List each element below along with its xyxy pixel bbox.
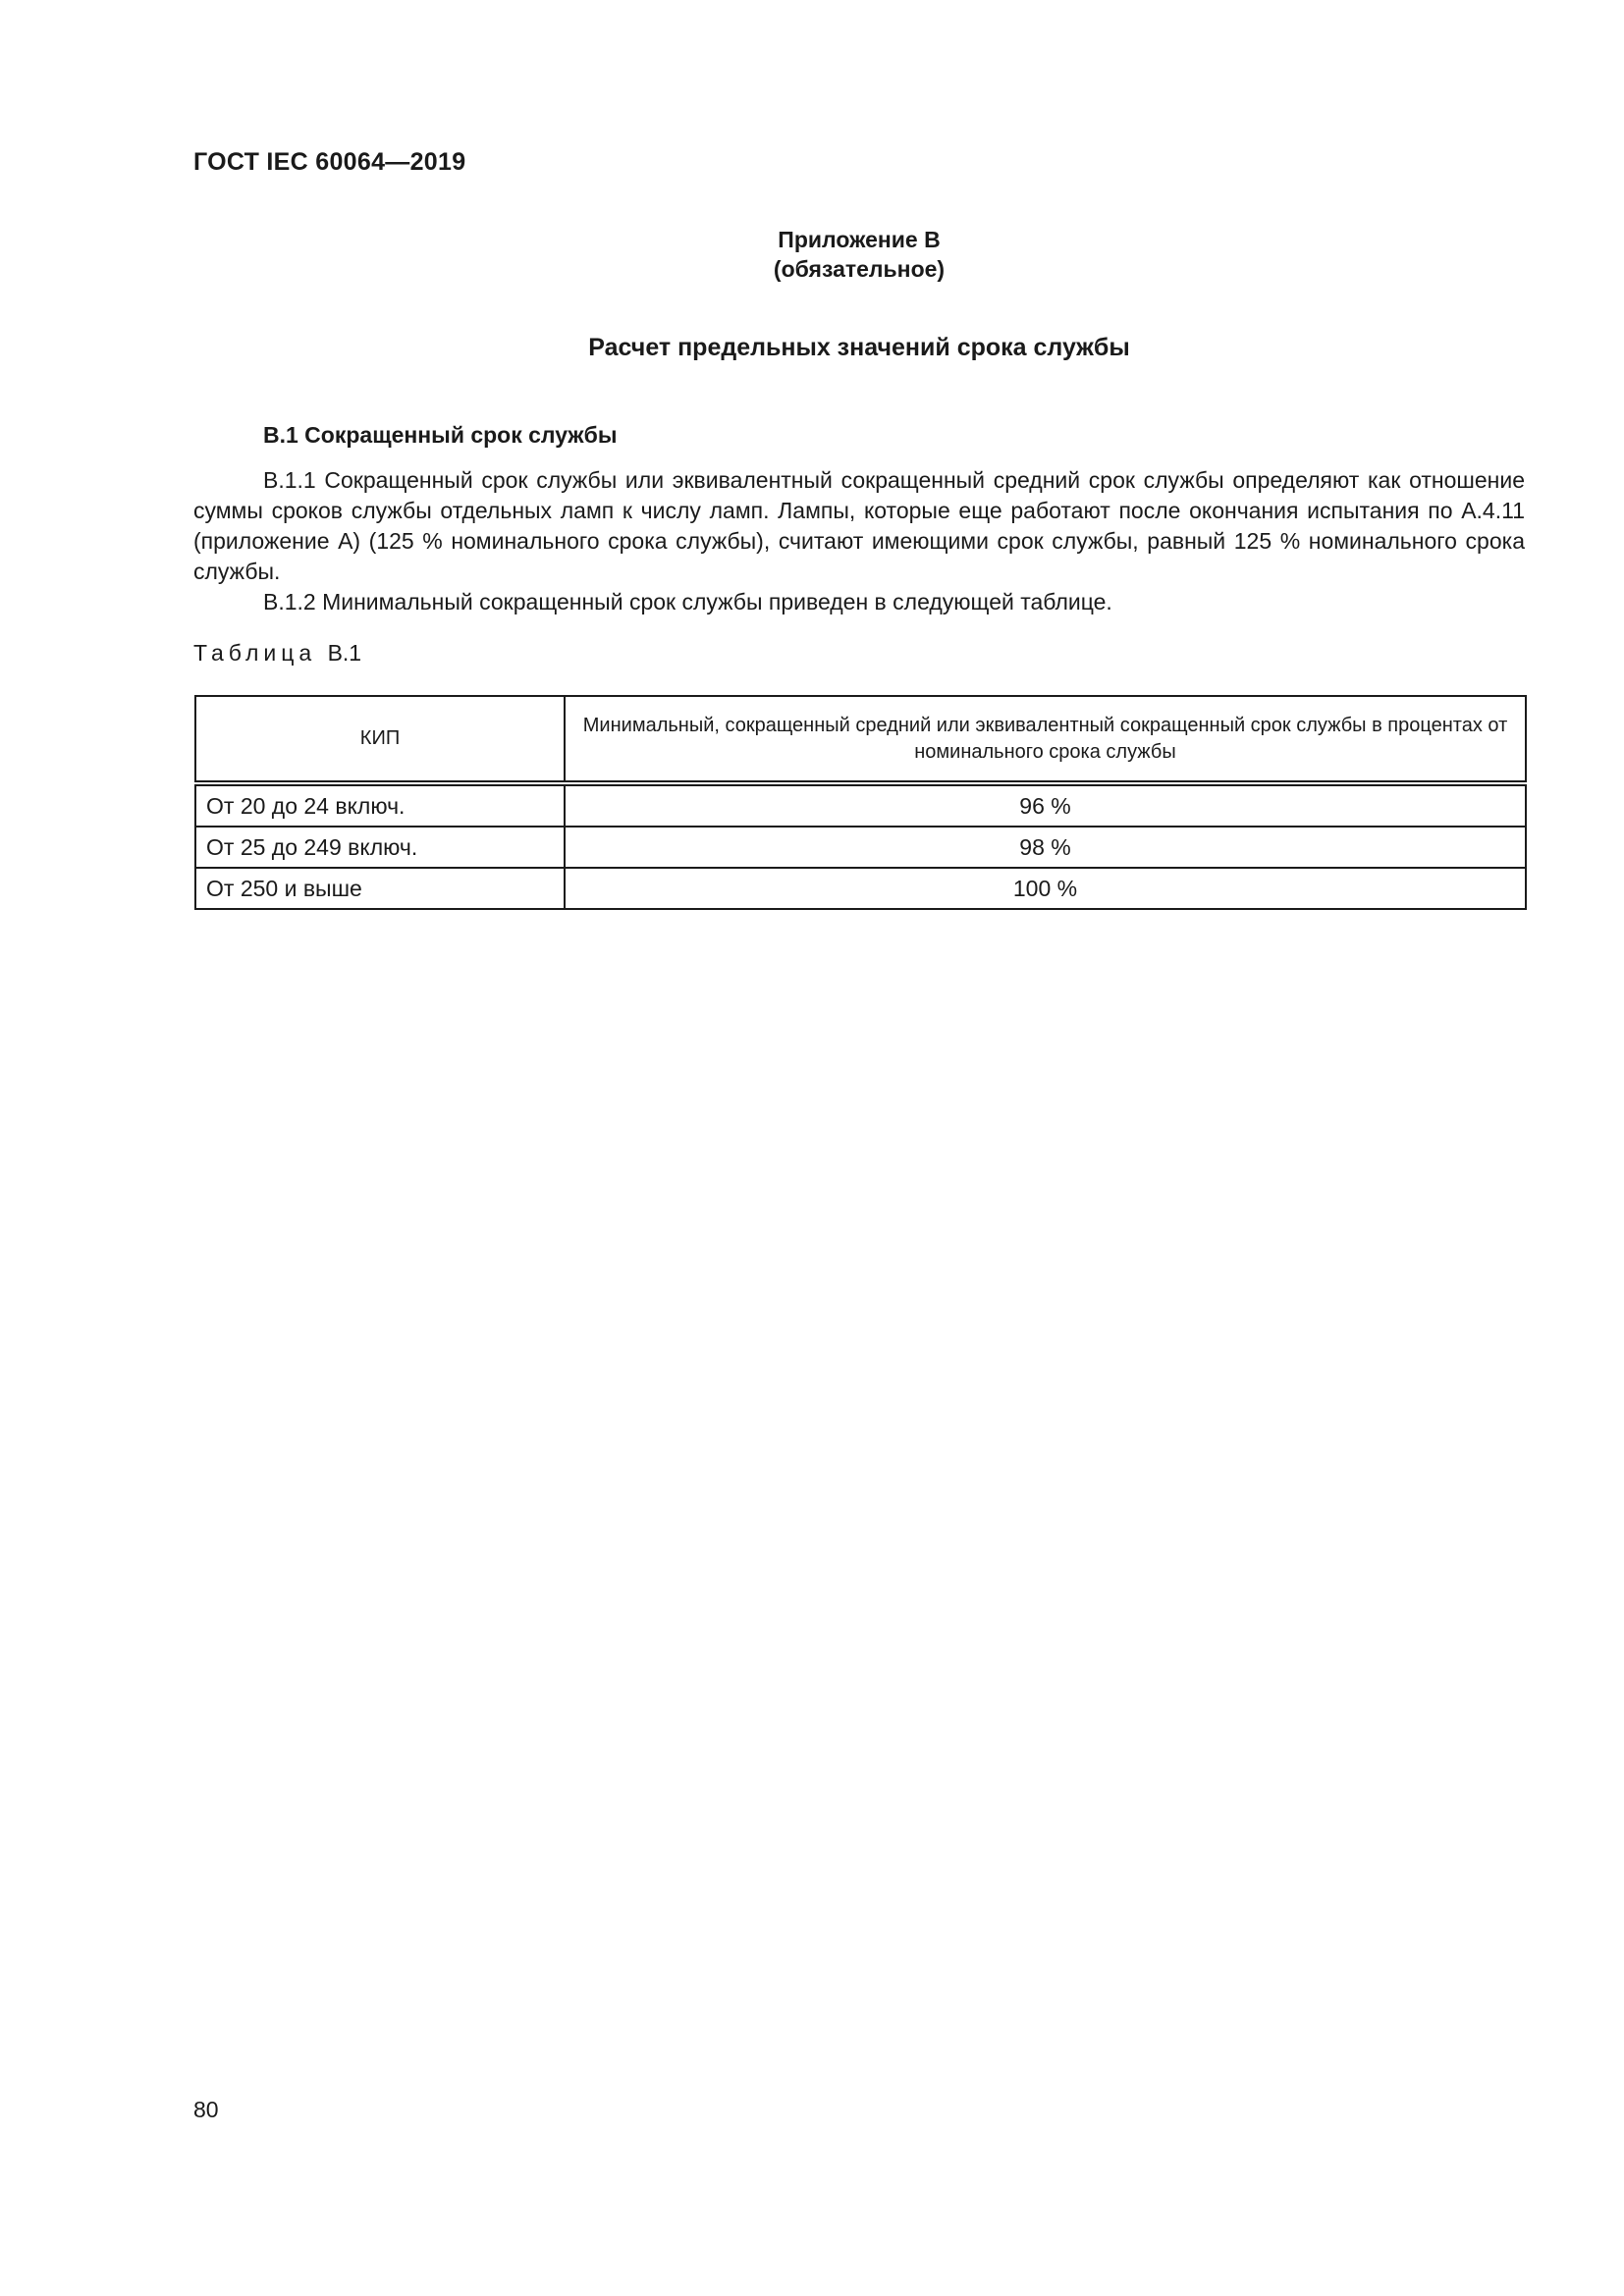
header-cell-kip: КИП xyxy=(195,696,565,783)
table-row xyxy=(195,827,1526,868)
paragraph-b-1-1: B.1.1 Сокращенный срок службы или эквивалентный сокращенный средний срок службы определяют как отношение суммы сроков службы отдельных ламп к числу ламп. Лампы, которые еще работают после окончания испытания по A.4.11 (приложение A) (125 % номинального срока службы), считают имеющими срок службы, равный 125 % номинального срока службы. xyxy=(193,467,1525,584)
table-row xyxy=(195,868,1526,909)
cell-lifetime-value: 100 % xyxy=(565,868,1526,909)
section-heading: B.1 Сокращенный срок службы xyxy=(263,422,618,448)
cell-kip-range: От 25 до 249 включ. xyxy=(195,827,565,868)
annex-label: Приложение B xyxy=(778,227,941,252)
table-row xyxy=(195,783,1526,827)
table-caption-word: Таблица xyxy=(193,640,317,666)
paragraph-b-1-2: B.1.2 Минимальный сокращенный срок службы приведен в следующей таблице. xyxy=(263,589,1112,614)
table-caption-number: B.1 xyxy=(327,640,362,666)
annex-label-block xyxy=(193,225,1525,284)
annex-status: (обязательное) xyxy=(773,256,946,282)
lifetime-table xyxy=(194,695,1527,910)
document-header: ГОСТ IEC 60064—2019 xyxy=(193,148,466,176)
page-number: 80 xyxy=(193,2097,219,2122)
cell-lifetime-value: 98 % xyxy=(565,827,1526,868)
cell-kip-range: От 20 до 24 включ. xyxy=(195,783,565,827)
section-body xyxy=(193,465,1525,617)
cell-lifetime-value: 96 % xyxy=(565,783,1526,827)
annex-title: Расчет предельных значений срока службы xyxy=(588,334,1130,361)
table-caption xyxy=(193,640,361,667)
header-cell-lifetime: Минимальный, сокращенный средний или эквивалентный сокращенный срок службы в процентах от номинального срока службы xyxy=(565,696,1526,783)
cell-kip-range: От 250 и выше xyxy=(195,868,565,909)
table-header-row xyxy=(195,696,1526,783)
